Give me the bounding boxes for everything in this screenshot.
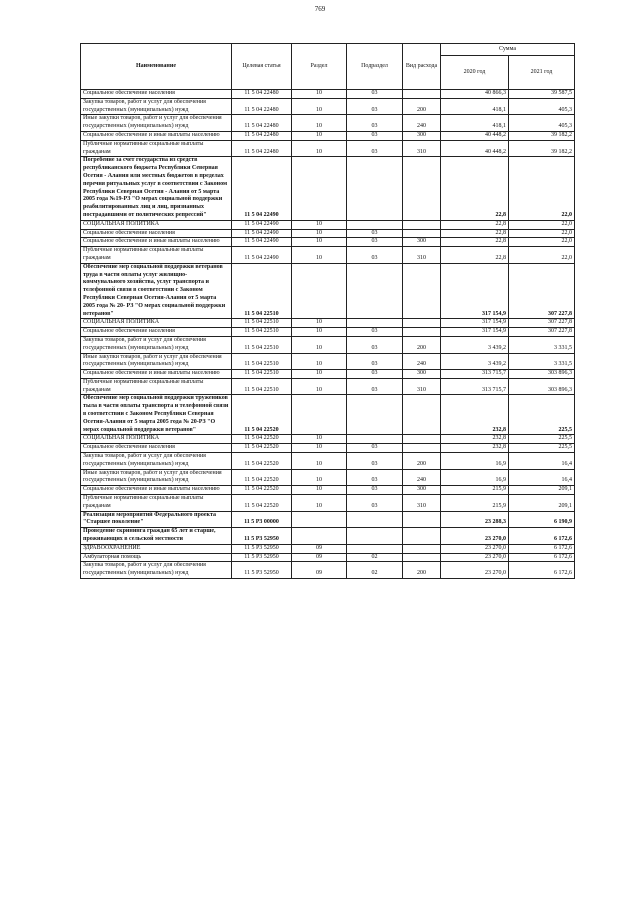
cell-subsection: [347, 395, 403, 435]
cell-2021: 22,0: [509, 229, 575, 238]
header-expense-type: Вид расхода: [403, 44, 441, 90]
cell-code: 11 5 04 22510: [232, 319, 292, 328]
budget-table: [80, 43, 575, 579]
cell-section: [292, 157, 347, 220]
table-row: [81, 562, 575, 579]
cell-2020: 23 270,0: [441, 528, 509, 545]
cell-expense-type: 200: [403, 336, 441, 353]
header-subsection: Подраздел: [347, 44, 403, 90]
cell-section: 09: [292, 553, 347, 562]
cell-2021: 225,5: [509, 395, 575, 435]
cell-expense-type: 300: [403, 486, 441, 495]
cell-expense-type: 310: [403, 495, 441, 512]
cell-name: Социальное обеспечение населения: [81, 328, 232, 337]
cell-section: 09: [292, 544, 347, 553]
cell-section: 10: [292, 229, 347, 238]
cell-code: 11 5 04 22490: [232, 238, 292, 247]
cell-expense-type: [403, 263, 441, 319]
cell-2021: 22,0: [509, 238, 575, 247]
table-row: [81, 469, 575, 486]
cell-name: Публичные нормативные социальные выплаты гражданам: [81, 247, 232, 264]
table-row: [81, 238, 575, 247]
table-row: [81, 140, 575, 157]
cell-name: Реализация мероприятий Федерального проекта "Старшее поколение": [81, 511, 232, 528]
table-body: [81, 90, 575, 579]
cell-expense-type: [403, 528, 441, 545]
cell-section: 10: [292, 131, 347, 140]
cell-subsection: 03: [347, 115, 403, 132]
cell-section: 10: [292, 353, 347, 370]
cell-expense-type: [403, 90, 441, 99]
cell-2021: 22,0: [509, 157, 575, 220]
cell-expense-type: [403, 220, 441, 229]
header-section: Раздел: [292, 44, 347, 90]
table-header: [81, 44, 575, 90]
cell-2021: 6 172,6: [509, 544, 575, 553]
cell-expense-type: [403, 328, 441, 337]
cell-name: Иные закупки товаров, работ и услуг для обеспечения государственных (муниципальных) нужд: [81, 353, 232, 370]
cell-section: 10: [292, 98, 347, 115]
cell-code: 11 5 04 22520: [232, 495, 292, 512]
table-row: [81, 444, 575, 453]
cell-name: Социальное обеспечение населения: [81, 444, 232, 453]
cell-code: 11 5 04 22510: [232, 263, 292, 319]
cell-subsection: 03: [347, 90, 403, 99]
cell-expense-type: [403, 511, 441, 528]
cell-name: ЗДРАВООХРАНЕНИЕ: [81, 544, 232, 553]
cell-code: 11 5 04 22490: [232, 220, 292, 229]
cell-2020: 317 154,9: [441, 263, 509, 319]
cell-code: 11 5 04 22490: [232, 229, 292, 238]
cell-section: 10: [292, 370, 347, 379]
cell-2021: 39 182,2: [509, 131, 575, 140]
cell-2021: 307 227,8: [509, 328, 575, 337]
cell-subsection: 03: [347, 353, 403, 370]
table-row: [81, 263, 575, 319]
cell-subsection: [347, 544, 403, 553]
cell-2021: 6 172,6: [509, 528, 575, 545]
cell-code: 11 5 04 22490: [232, 157, 292, 220]
cell-subsection: 02: [347, 553, 403, 562]
table-row: [81, 328, 575, 337]
cell-name: Социальное обеспечение и иные выплаты населению: [81, 370, 232, 379]
cell-expense-type: 240: [403, 115, 441, 132]
cell-2020: 16,9: [441, 453, 509, 470]
cell-2021: 16,4: [509, 453, 575, 470]
cell-code: 11 5 04 22510: [232, 378, 292, 395]
cell-expense-type: 200: [403, 453, 441, 470]
cell-2021: 39 182,2: [509, 140, 575, 157]
cell-subsection: [347, 157, 403, 220]
cell-code: 11 5 04 22480: [232, 115, 292, 132]
cell-2021: 6 190,9: [509, 511, 575, 528]
cell-section: 10: [292, 336, 347, 353]
cell-section: 10: [292, 378, 347, 395]
cell-2020: 317 154,9: [441, 328, 509, 337]
cell-subsection: 02: [347, 562, 403, 579]
cell-subsection: [347, 435, 403, 444]
cell-2020: 232,8: [441, 435, 509, 444]
cell-section: 10: [292, 469, 347, 486]
cell-subsection: 03: [347, 370, 403, 379]
cell-name: Амбулаторная помощь: [81, 553, 232, 562]
table-row: [81, 370, 575, 379]
cell-2020: 40 866,3: [441, 90, 509, 99]
header-code: Целевая статья: [232, 44, 292, 90]
cell-code: 11 5 04 22490: [232, 247, 292, 264]
header-name: Наименование: [81, 44, 232, 90]
cell-name: Иные закупки товаров, работ и услуг для обеспечения государственных (муниципальных) нужд: [81, 469, 232, 486]
cell-name: СОЦИАЛЬНАЯ ПОЛИТИКА: [81, 435, 232, 444]
cell-2020: 23 270,0: [441, 562, 509, 579]
cell-2020: 22,8: [441, 157, 509, 220]
table-row: [81, 511, 575, 528]
cell-name: Социальное обеспечение и иные выплаты населению: [81, 486, 232, 495]
header-sum: Сумма: [441, 44, 575, 56]
cell-name: Закупка товаров, работ и услуг для обеспечения государственных (муниципальных) нужд: [81, 336, 232, 353]
cell-2020: 22,8: [441, 238, 509, 247]
cell-2021: 22,0: [509, 220, 575, 229]
cell-subsection: 03: [347, 238, 403, 247]
cell-section: 10: [292, 328, 347, 337]
cell-subsection: 03: [347, 140, 403, 157]
cell-expense-type: [403, 319, 441, 328]
cell-name: СОЦИАЛЬНАЯ ПОЛИТИКА: [81, 220, 232, 229]
cell-2021: 303 896,3: [509, 378, 575, 395]
cell-code: 11 5 P3 52950: [232, 528, 292, 545]
table-row: [81, 353, 575, 370]
cell-code: 11 5 04 22520: [232, 486, 292, 495]
table-row: [81, 247, 575, 264]
cell-code: 11 5 04 22520: [232, 395, 292, 435]
cell-code: 11 5 04 22520: [232, 453, 292, 470]
cell-code: 11 5 P3 52950: [232, 544, 292, 553]
cell-2020: 40 448,2: [441, 131, 509, 140]
cell-2021: 225,5: [509, 444, 575, 453]
cell-expense-type: 310: [403, 247, 441, 264]
cell-section: 10: [292, 247, 347, 264]
cell-name: Проведение скрининга граждан 65 лет и старше, проживающих в сельской местности: [81, 528, 232, 545]
cell-expense-type: [403, 435, 441, 444]
cell-2020: 418,1: [441, 115, 509, 132]
cell-2021: 16,4: [509, 469, 575, 486]
cell-name: Закупка товаров, работ и услуг для обеспечения государственных (муниципальных) нужд: [81, 453, 232, 470]
cell-expense-type: 310: [403, 140, 441, 157]
cell-subsection: [347, 528, 403, 545]
cell-2020: 215,9: [441, 486, 509, 495]
cell-name: Социальное обеспечение и иные выплаты населению: [81, 238, 232, 247]
table-row: [81, 157, 575, 220]
cell-subsection: 03: [347, 131, 403, 140]
cell-code: 11 5 04 22510: [232, 353, 292, 370]
cell-name: Социальное обеспечение населения: [81, 90, 232, 99]
cell-section: 10: [292, 495, 347, 512]
cell-name: Закупка товаров, работ и услуг для обеспечения государственных (муниципальных) нужд: [81, 98, 232, 115]
cell-code: 11 5 04 22520: [232, 444, 292, 453]
cell-name: Публичные нормативные социальные выплаты гражданам: [81, 378, 232, 395]
cell-code: 11 5 04 22520: [232, 435, 292, 444]
cell-expense-type: 240: [403, 469, 441, 486]
cell-2021: 209,1: [509, 495, 575, 512]
cell-2020: 3 439,2: [441, 353, 509, 370]
table-row: [81, 528, 575, 545]
cell-code: 11 5 04 22480: [232, 90, 292, 99]
cell-2021: 405,3: [509, 98, 575, 115]
cell-2021: 39 587,5: [509, 90, 575, 99]
cell-2021: 307 227,8: [509, 319, 575, 328]
cell-subsection: 03: [347, 453, 403, 470]
header-year-2021: 2021 год: [509, 56, 575, 90]
cell-2020: 317 154,9: [441, 319, 509, 328]
cell-section: 10: [292, 435, 347, 444]
cell-subsection: [347, 319, 403, 328]
table-row: [81, 98, 575, 115]
cell-name: Социальное обеспечение и иные выплаты населению: [81, 131, 232, 140]
cell-subsection: 03: [347, 328, 403, 337]
cell-2020: 22,8: [441, 247, 509, 264]
cell-code: 11 5 P3 52950: [232, 553, 292, 562]
cell-expense-type: 300: [403, 131, 441, 140]
cell-code: 11 5 04 22480: [232, 140, 292, 157]
cell-2020: 313 715,7: [441, 378, 509, 395]
cell-expense-type: 240: [403, 353, 441, 370]
cell-2021: 209,1: [509, 486, 575, 495]
cell-code: 11 5 04 22510: [232, 328, 292, 337]
cell-2020: 232,8: [441, 444, 509, 453]
cell-name: СОЦИАЛЬНАЯ ПОЛИТИКА: [81, 319, 232, 328]
cell-section: 10: [292, 319, 347, 328]
cell-subsection: 03: [347, 469, 403, 486]
cell-subsection: [347, 220, 403, 229]
cell-code: 11 5 04 22480: [232, 131, 292, 140]
cell-2021: 307 227,8: [509, 263, 575, 319]
cell-2020: 3 439,2: [441, 336, 509, 353]
cell-2020: 23 270,0: [441, 544, 509, 553]
table-row: [81, 115, 575, 132]
cell-expense-type: 200: [403, 562, 441, 579]
cell-2020: 232,8: [441, 395, 509, 435]
cell-2021: 6 172,6: [509, 562, 575, 579]
header-year-2020: 2020 год: [441, 56, 509, 90]
cell-code: 11 5 04 22510: [232, 336, 292, 353]
table-row: [81, 453, 575, 470]
table-row: [81, 395, 575, 435]
cell-section: [292, 511, 347, 528]
cell-expense-type: 300: [403, 370, 441, 379]
cell-name: Закупка товаров, работ и услуг для обеспечения государственных (муниципальных) нужд: [81, 562, 232, 579]
cell-subsection: 03: [347, 336, 403, 353]
cell-subsection: [347, 263, 403, 319]
cell-subsection: 03: [347, 98, 403, 115]
table-row: [81, 378, 575, 395]
cell-section: 10: [292, 453, 347, 470]
cell-name: Социальное обеспечение населения: [81, 229, 232, 238]
cell-2021: 3 331,5: [509, 353, 575, 370]
cell-expense-type: [403, 544, 441, 553]
table-row: [81, 220, 575, 229]
cell-expense-type: 200: [403, 98, 441, 115]
cell-subsection: 03: [347, 378, 403, 395]
table-row: [81, 336, 575, 353]
table-row: [81, 131, 575, 140]
table-row: [81, 435, 575, 444]
cell-expense-type: [403, 444, 441, 453]
cell-code: 11 5 04 22520: [232, 469, 292, 486]
table-row: [81, 319, 575, 328]
table-row: [81, 229, 575, 238]
cell-code: 11 5 04 22510: [232, 370, 292, 379]
cell-2020: 23 288,3: [441, 511, 509, 528]
cell-2020: 313 715,7: [441, 370, 509, 379]
cell-2021: 225,5: [509, 435, 575, 444]
cell-2021: 22,0: [509, 247, 575, 264]
cell-subsection: 03: [347, 486, 403, 495]
cell-expense-type: [403, 395, 441, 435]
cell-2020: 418,1: [441, 98, 509, 115]
cell-section: 10: [292, 140, 347, 157]
cell-2020: 23 270,0: [441, 553, 509, 562]
cell-expense-type: 310: [403, 378, 441, 395]
cell-subsection: 03: [347, 495, 403, 512]
cell-section: 09: [292, 562, 347, 579]
cell-expense-type: [403, 229, 441, 238]
cell-2021: 6 172,6: [509, 553, 575, 562]
cell-code: 11 5 P3 00000: [232, 511, 292, 528]
cell-2020: 22,8: [441, 229, 509, 238]
cell-2020: 40 448,2: [441, 140, 509, 157]
cell-expense-type: 300: [403, 238, 441, 247]
cell-section: [292, 528, 347, 545]
cell-section: [292, 263, 347, 319]
cell-name: Публичные нормативные социальные выплаты гражданам: [81, 140, 232, 157]
page-number: 769: [314, 5, 326, 13]
cell-section: 10: [292, 486, 347, 495]
cell-name: Иные закупки товаров, работ и услуг для обеспечения государственных (муниципальных) нужд: [81, 115, 232, 132]
cell-2021: 303 896,3: [509, 370, 575, 379]
cell-2020: 215,9: [441, 495, 509, 512]
cell-name: Обеспечение мер социальной поддержки ветеранов труда в части оплаты услуг жилищно-коммунального хозяйства, услуг транспорта и телефонной связи в соответствии с Законом Республики Северная Осетия-Алания от 5 марта 2005 года № 20- РЗ "О мерах социальной поддержки ветеранов": [81, 263, 232, 319]
cell-section: 10: [292, 115, 347, 132]
cell-section: 10: [292, 444, 347, 453]
cell-name: Обеспечение мер социальной поддержки тружеников тыла в части оплаты транспорта и телефонной связи в соответствии с Законом Республики Северная Осетия-Алания от 5 марта 2005 года № 20-РЗ "О мерах социальной поддержки ветеранов": [81, 395, 232, 435]
cell-expense-type: [403, 157, 441, 220]
cell-subsection: 03: [347, 229, 403, 238]
cell-expense-type: [403, 553, 441, 562]
cell-code: 11 5 P3 52950: [232, 562, 292, 579]
cell-subsection: 03: [347, 444, 403, 453]
cell-name: Погребение за счет государства из средств республиканского бюджета Республики Северная Осетия - Алания или местных бюджетов в пределах перечня ритуальных услуг в соответствии с Законом Республики Северная Осетия - Алания от 5 марта 2005 года №19-РЗ "О мерах социальной поддержки реабилитированных лиц и лиц, признанных пострадавшими от политических репрессий": [81, 157, 232, 220]
cell-section: [292, 395, 347, 435]
table-row: [81, 544, 575, 553]
cell-section: 10: [292, 238, 347, 247]
table-row: [81, 495, 575, 512]
cell-section: 10: [292, 90, 347, 99]
cell-2021: 405,3: [509, 115, 575, 132]
cell-2020: 16,9: [441, 469, 509, 486]
cell-section: 10: [292, 220, 347, 229]
table-row: [81, 90, 575, 99]
cell-code: 11 5 04 22480: [232, 98, 292, 115]
cell-subsection: [347, 511, 403, 528]
cell-2020: 22,8: [441, 220, 509, 229]
cell-2021: 3 331,5: [509, 336, 575, 353]
cell-subsection: 03: [347, 247, 403, 264]
table-row: [81, 486, 575, 495]
table-row: [81, 553, 575, 562]
cell-name: Публичные нормативные социальные выплаты гражданам: [81, 495, 232, 512]
